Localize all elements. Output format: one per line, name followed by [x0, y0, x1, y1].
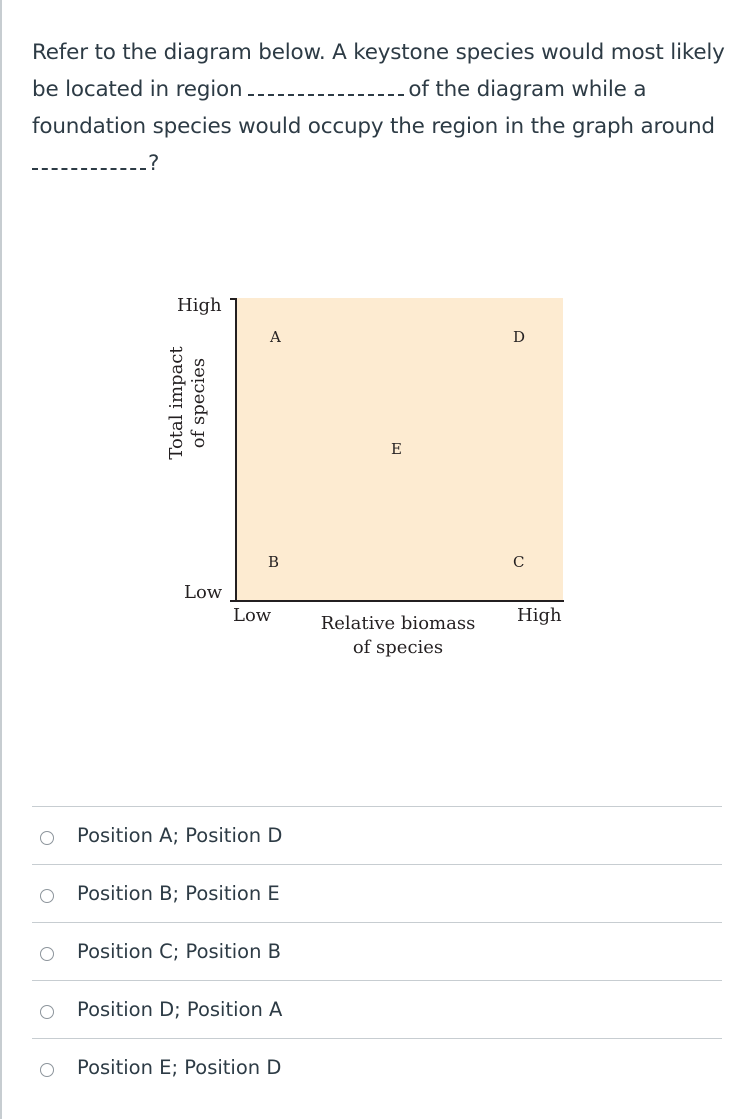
x-axis-title-line-1: Relative biomass: [320, 613, 476, 634]
x-axis-line: [235, 600, 564, 602]
radio-button-icon[interactable]: [40, 1063, 54, 1077]
answer-option-1[interactable]: [32, 806, 722, 864]
y-axis-title-line-1: Total impact: [166, 346, 187, 460]
region-c-label: C: [513, 553, 525, 571]
answer-options: [32, 806, 722, 1096]
x-axis-low-label: Low: [233, 605, 272, 626]
y-axis-bottom-tick: [230, 600, 236, 602]
answer-option-label: Position A; Position D: [77, 824, 283, 847]
answer-option-label: Position D; Position A: [77, 998, 283, 1021]
biomass-impact-diagram: [160, 290, 580, 670]
y-axis-low-label: Low: [184, 582, 223, 603]
answer-blank-2: [32, 146, 146, 170]
region-b-label: B: [268, 553, 280, 571]
question-part-3: ?: [148, 151, 160, 176]
region-e-label: E: [391, 440, 402, 458]
x-axis-title: [308, 612, 488, 660]
question-part-2: of the diagram while a foundation species would occupy the region in the graph around: [32, 77, 715, 139]
radio-button-icon[interactable]: [40, 947, 54, 961]
radio-button-icon[interactable]: [40, 831, 54, 845]
x-axis-title-line-2: of species: [352, 637, 444, 658]
radio-button-icon[interactable]: [40, 889, 54, 903]
region-d-label: D: [513, 328, 526, 346]
question-part-1: Refer to the diagram below. A keystone species would most likely be located in region: [32, 40, 725, 102]
page-left-border: [0, 0, 2, 1119]
answer-option-label: Position C; Position B: [77, 940, 282, 963]
y-axis-high-label: High: [177, 295, 222, 316]
answer-option-3[interactable]: [32, 922, 722, 980]
answer-option-5[interactable]: [32, 1038, 722, 1096]
answer-option-label: Position B; Position E: [77, 882, 280, 905]
answer-option-label: Position E; Position D: [77, 1056, 282, 1079]
y-axis-top-tick: [230, 298, 236, 300]
answer-option-4[interactable]: [32, 980, 722, 1038]
y-axis-title: [166, 298, 216, 508]
x-axis-high-label: High: [517, 605, 562, 626]
y-axis-line: [235, 298, 237, 601]
region-a-label: A: [270, 328, 281, 346]
answer-blank-1: [248, 72, 404, 96]
y-axis-title-line-2: of species: [188, 357, 209, 449]
radio-button-icon[interactable]: [40, 1005, 54, 1019]
question-text: [32, 34, 732, 182]
answer-option-2[interactable]: [32, 864, 722, 922]
